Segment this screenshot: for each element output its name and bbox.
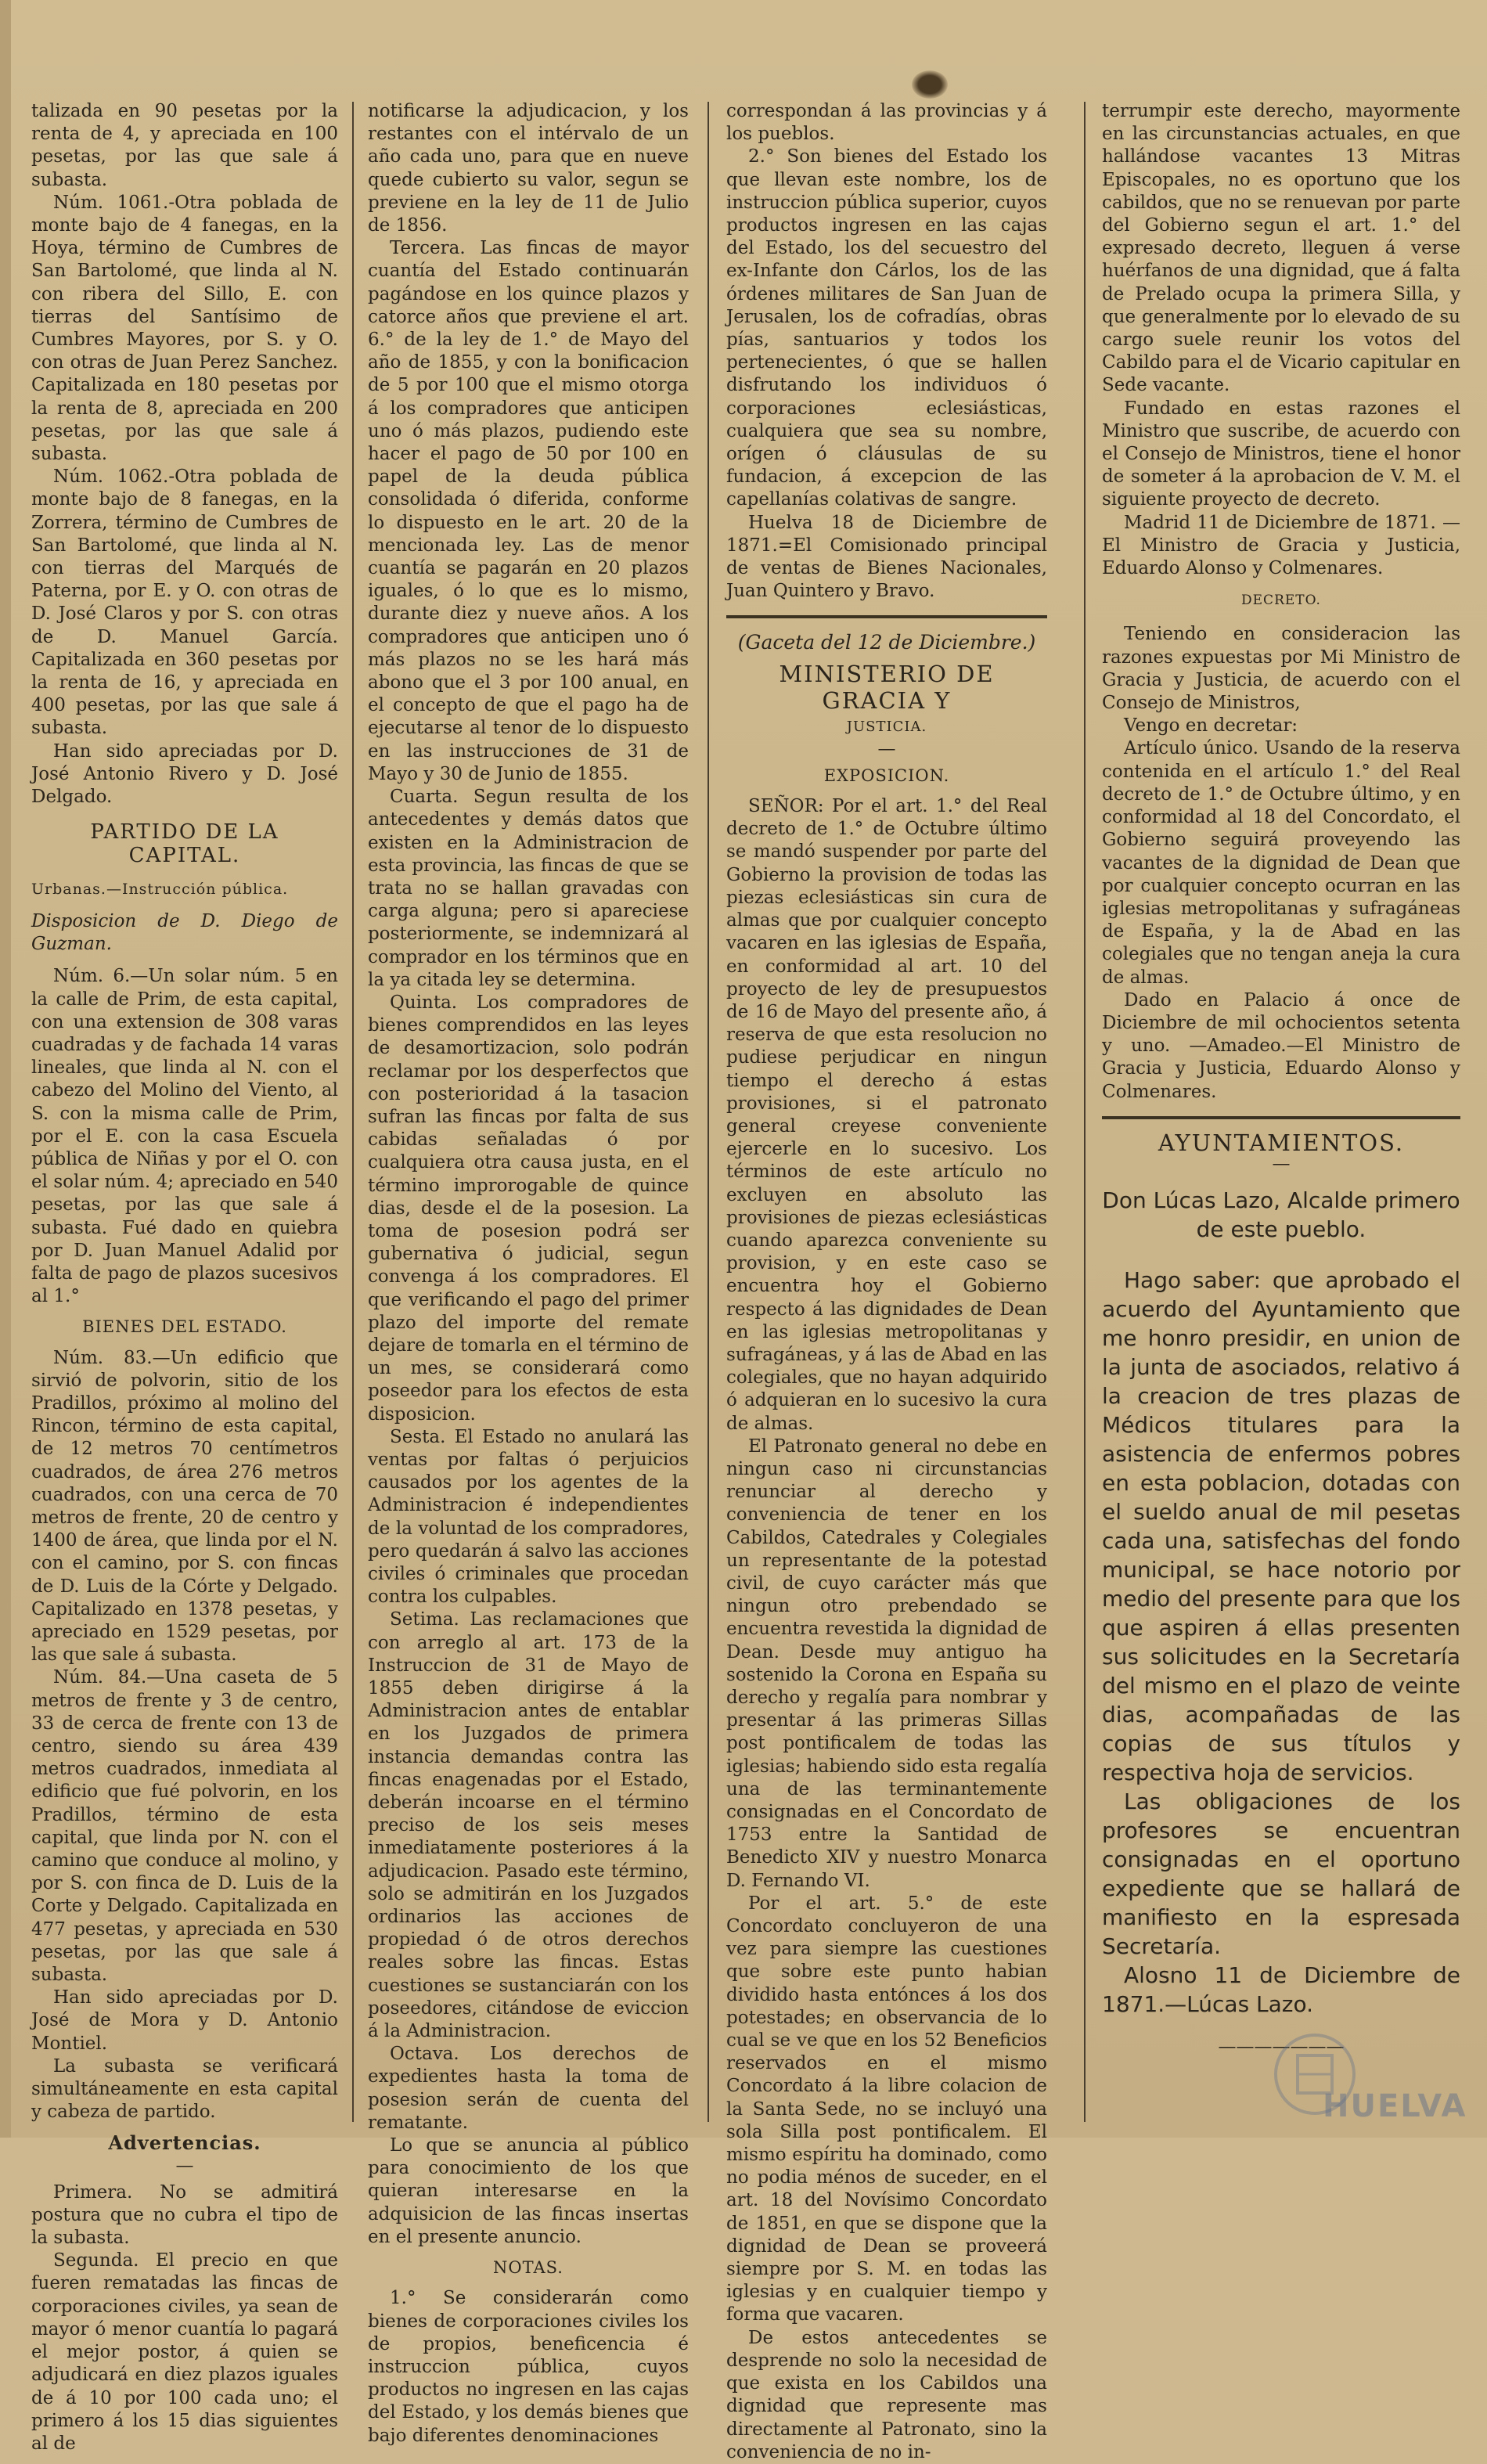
paragraph: Cuarta. Segun resulta de los antecedentes y demás datos que existen en la Administracion de esta provincia, las fincas de que se trata no se hallan gravadas con carga alguna; pero si apareciese posteriormente, se indemnizará al comprador en los términos que en la ya citada ley se determina. [368,787,689,990]
paragraph: Han sido apreciadas por D. José de Mora y D. Antonio Montiel. [31,1987,338,2054]
paragraph: Teniendo en consideracion las razones expuestas por Mi Ministro de Gracia y Justicia, de acuerdo con el Consejo de Ministros, [1102,624,1460,714]
paragraph: Núm. 1061.-Otra poblada de monte bajo de 4 fanegas, en la Hoya, término de Cumbres de San Bartolomé, que linda al N. con ribera del Sillo, E. con tierras del Santísimo de Cumbres Mayores, por S. y O. con otras de Juan Perez Sanchez. Capitalizada en 180 pesetas por la renta de 8, apreciada en 200 pesetas, por las que sale á subasta. [31,192,338,465]
paragraph: Núm. 1062.-Otra poblada de monte bajo de 8 fanegas, en la Zorrera, término de Cumbres de San Bartolomé, que linda al N. con tierras del Marqués de Paterna, por E. y O. con otras de D. José Claros y por S. con otras de D. Manuel García. Capitalizada en 360 pesetas por la renta de 16, y apreciada en 400 pesetas, por las que sale á subasta. [31,467,338,739]
paragraph: Tercera. Las fincas de mayor cuantía del Estado continuarán pagándose en los quince plazos y catorce años que previene el art. 6.° de la ley de 1.° de Mayo del año de 1855, y con la bonificacion de 5 por 100 que el mismo otorga á los compradores que anticipen uno ó más plazos, pudiendo este hacer el pago de 50 por 100 en papel de la deuda pública consolidada ó diferida, conforme lo dispuesto en le art. 20 de la mencionada ley. Las de menor cuantía se pagarán en 20 plazos iguales, ó lo que es lo mismo, durante diez y nueve años. A los compradores que anticipen uno ó más plazos no se les hará más abono que el 3 por 100 anual, en el concepto de que el pago ha de ejecutarse al tenor de lo dispuesto en las instrucciones de 31 de Mayo y 30 de Junio de 1855. [368,238,689,784]
paragraph: Quinta. Los compradores de bienes comprendidos en las leyes de desamortizacion, solo podrán reclamar por los desperfectos que con posterioridad á la tasacion sufran las fincas por falta de sus cabidas señaladas ó por cualquiera otra causa justa, en el término improrogable de quince dias, desde el de la posesion. La toma de posesion podrá ser gubernativa ó judicial, segun convenga á los compradores. El que verificando el pago del primer plazo del importe del remate dejare de tomarla en el término de un mes, se considerará como poseedor para los efectos de esta disposicion. [368,992,689,1425]
column-3 [726,100,1047,2462]
paragraph: Madrid 11 de Diciembre de 1871. —El Ministro de Gracia y Justicia, Eduardo Alonso y Colmenares. [1102,512,1460,579]
decreto-heading: DECRETO. [1241,593,1321,609]
paragraph: Primera. No se admitirá postura que no cubra el tipo de la subasta. [31,2181,338,2249]
ink-stain [912,70,948,99]
paragraph: Huelva 18 de Diciembre de 1871.=El Comisionado principal de ventas de Bienes Nacionales, Juan Quintero y Bravo. [726,512,1047,602]
paragraph: 2.° Son bienes del Estado los que llevan este nombre, los de instruccion pública superior, cuyos productos ingresen en las cajas del Estado, los del secuestro del ex-Infante don Cárlos, los de las órdenes militares de San Juan de Jerusalen, los de cofradías, obras pías, santuarios y todos los pertenecientes, ó que se hallen disfrutando los individuos ó corporaciones eclesiásticas, cualquiera que sea su nombre, orígen ó cláusulas de su fundacion, á excepcion de las capellanías colativas de sangre. [726,146,1047,510]
paragraph: Fundado en estas razones el Ministro que suscribe, de acuerdo con el Consejo de Ministros, tiene el honor de someter á la aprobacion de V. M. el siguiente proyecto de decreto. [1102,398,1460,510]
edict-signature: Alosno 11 de Diciembre de 1871.—Lúcas Lazo. [1102,1961,1460,2017]
subsection-title: Urbanas.—Instrucción pública. [31,880,289,898]
paragraph: Setima. Las reclamaciones que con arreglo al art. 173 de la Instruccion de 31 de Mayo de 1855 deben dirigirse á la Administracion antes de entablar en los Juzgados de primera instancia demandas contra las fincas enagenadas por el Estado, deberán incoarse en el término preciso de los seis meses inmediatamente posteriores á la adjudicacion. Pasado este término, solo se admitirán en los Juzgados ordinarios las acciones de propiedad ó de otros derechos reales sobre las fincas. Estas cuestiones se sustanciarán con los poseedores, citándose de eviccion á la Administracion. [368,1609,689,2042]
paragraph: correspondan á las provincias y á los pueblos. [726,101,1047,145]
paragraph: El Patronato general no debe en ningun caso ni circunstancias renunciar al derecho y conveniencia de tener en los Cabildos, Catedrales y Colegiales un representante de la potestad civil, de cuyo carácter más que ningun otro prebendado se encuentra revestida la dignidad de Dean. Desde muy antiguo ha sostenido la Corona en España su derecho y regalía para nombrar y presentar á las primeras Sillas post pontificalem de todas las iglesias; habiendo sido esta regalía una de las terminantemente consignadas en el Concordato de 1753 entre la Santidad de Benedicto XIV y nuestro Monarca D. Fernando VI. [726,1436,1047,1891]
gazette-reference: (Gaceta del 12 de Diciembre.) [737,631,1036,654]
paragraph: Artículo único. Usando de la reserva contenida en el artículo 1.° del Real decreto de 1.° de Octubre último, y en conformidad al 18 del Concordato, el Gobierno seguirá proveyendo las vacantes de la dignidad de Dean que por cualquier concepto ocurran en las iglesias metropolitanas y sufragáneas de España, y la de Abad en las colegiales que no tengan aneja la cura de almas. [1102,738,1460,988]
dash-divider: — [877,738,896,759]
edict-paragraph: Las obligaciones de los profesores se encuentran consignadas en el oportuno expediente que se hallará de manifiesto en la espresada Secretaría. [1102,1788,1460,1959]
archive-stamp-text: HUELVA [1323,2088,1467,2124]
page-edge [0,0,11,2138]
paragraph: SEÑOR: Por el art. 1.° del Real decreto de 1.° de Octubre último se mandó suspender por parte del Gobierno la provision de todas las piezas eclesiásticas sin cura de almas que por cualquier concepto vacaren en las iglesias de España, en conformidad al art. 10 del proyecto de ley de presupuestos de 16 de Mayo del presente año, á reserva de que esta resolucion no pudiese perjudicar en ningun tiempo el derecho á estas provisiones, si el patronato general creyese conveniente ejercerle en lo sucesivo. Los términos de este artículo no excluyen en absoluto las provisiones de piezas eclesiásticas cuando aparezca conveniente su provision, y en este caso se encuentra hoy el Gobierno respecto á las dignidades de Dean en las iglesias metropolitanas y sufragáneas, y á las de Abad en las colegiales, que no hayan adquirido ó adquieran en lo sucesivo la cura de almas. [726,796,1047,1434]
column-rule [352,102,354,2122]
edict-title: Don Lúcas Lazo, Alcalde primero de este pueblo. [1102,1187,1460,1242]
column-1 [31,100,338,2454]
paragraph: Octava. Los derechos de expedientes hasta la toma de posesion serán de cuenta del rematante. [368,2044,689,2133]
paragraph: La subasta se verificará simultáneamente en esta capital y cabeza de partido. [31,2055,338,2123]
horizontal-rule [1102,1116,1460,1119]
notas-heading: NOTAS. [493,2258,563,2278]
mayor-edict [1102,1186,1460,2019]
paragraph: Segunda. El precio en que fueren rematadas las fincas de corporaciones civiles, ya sean de mayor ó menor cuantía lo pagará el mejor postor, á quien se adjudicará en diez plazos iguales de á 10 por 100 cada uno; el primero á los 15 dias siguientes al de [31,2250,338,2454]
column-4 [1102,100,1460,2128]
exposicion-heading: EXPOSICION. [823,765,950,785]
advertencias-heading: Advertencias. [108,2131,261,2155]
section-title: PARTIDO DE LA CAPITAL. [90,820,279,867]
dash-divider: — [1272,1153,1291,1174]
dash-divider: — [175,2155,194,2176]
paragraph: Núm. 83.—Un edificio que sirvió de polvorin, sitio de los Pradillos, próximo al molino del Rincon, término de esta capital, de 12 metros 70 centímetros cuadrados, de área 276 metros cuadrados, con una cerca de 70 metros de frente, 20 de centro y 1400 de área, que linda por el N. con el camino, por S. con fincas de D. Luis de la Córte y Delgado. Capitalizado en 1378 pesetas, y apreciado en 1529 pesetas, por las que sale á subasta. [31,1347,338,1666]
edict-paragraph: Hago saber: que aprobado el acuerdo del Ayuntamiento que me honro presidir, en union de la junta de asociados, relativo á la creacion de tres plazas de Médicos titulares para la asistencia de enfermos pobres en esta poblacion, dotadas con el sueldo anual de mil pesetas cada una, satisfechas del fondo municipal, se hace notorio por medio del presente para que los que aspiren á ellas presenten sus solicitudes en la Secretaría del mismo en el plazo de veinte dias, acompañadas de las copias de sus títulos y respectiva hoja de servicios. [1102,1266,1460,1785]
paragraph: Núm. 84.—Una caseta de 5 metros de frente y 3 de centro, 33 de cerca de frente con 13 de centro, siendo su área 439 metros cuadrados, inmediata al edificio que fué polvorin, en los Pradillos, término de esta capital, que linda por N. con el camino que conduce al molino, y por S. con finca de D. Luis de la Corte y Delgado. Capitalizada en 477 pesetas, y apreciada en 530 pesetas, por las que sale á subasta. [31,1667,338,1986]
paragraph: Vengo en decretar: [1124,715,1298,737]
paragraph: 1.° Se considerarán como bienes de corporaciones civiles los de propios, beneficencia é instruccion pública, cuyos productos no ingresen en las cajas del Estado, y los demás bienes que bajo diferentes denominaciones [368,2288,689,2446]
paragraph: Núm. 6.—Un solar núm. 5 en la calle de Prim, de esta capital, con una extension de 308 varas cuadradas y de fachada 14 varas lineales, que linda al N. con el cabezo del Molino del Viento, al S. con la misma calle de Prim, por el E. con la casa Escuela pública de Niñas y por el O. con el solar núm. 4; apreciado en 540 pesetas, por las que sale á subasta. Fué dado en quiebra por D. Juan Manuel Adalid por falta de pago de plazos sucesivos al 1.° [31,966,338,1307]
column-2 [368,100,689,2446]
section-heading: BIENES DEL ESTADO. [82,1317,287,1337]
disposition-line: Disposicion de D. Diego de Guzman. [31,910,338,955]
paragraph: terrumpir este derecho, mayormente en las circunstancias actuales, en que hallándose vacantes 13 Mitras Episcopales, no es oportuno que los cabildos, que no se renuevan por parte del Gobierno segun el art. 1.° del expresado decreto, lleguen á verse huérfanos de una dignidad, que á falta de Prelado ocupa la primera Silla, y que generalmente por lo elevado de su cargo suele reunir los votos del Cabildo para el de Vicario capitular en Sede vacante. [1102,101,1460,396]
ayuntamientos-heading: AYUNTAMIENTOS. [1158,1129,1405,1156]
ornament-divider: ——————— [1218,2036,1345,2057]
paragraph: talizada en 90 pesetas por la renta de 4, y apreciada en 100 pesetas, por las que sale á subasta. [31,101,338,190]
paragraph: Sesta. El Estado no anulará las ventas por faltas ó perjuicios causados por los agentes de la Administracion é independientes de la voluntad de los compradores, pero quedarán á salvo las acciones civiles ó criminales que procedan contra los culpables. [368,1426,689,1608]
ministry-title: MINISTERIO DE GRACIA Y [779,660,995,714]
column-rule [1084,102,1086,2122]
horizontal-rule [726,615,1047,618]
paragraph: Dado en Palacio á once de Diciembre de mil ochocientos setenta y uno. —Amadeo.—El Ministro de Gracia y Justicia, Eduardo Alonso y Colmenares. [1102,989,1460,1102]
paragraph: Lo que se anuncia al público para conocimiento de los que quieran interesarse en la adquisicion de las fincas insertas en el presente anuncio. [368,2135,689,2247]
paragraph: Han sido apreciadas por D. José Antonio Rivero y D. José Delgado. [31,740,338,808]
ministry-subtitle: JUSTICIA. [846,718,927,735]
paragraph: De estos antecedentes se desprende no solo la necesidad de que exista en los Cabildos una dignidad que represente mas directamente al Patronato, sino la conveniencia de no in- [726,2327,1047,2462]
paragraph: Por el art. 5.° de este Concordato concluyeron de una vez para siempre las cuestiones que sobre este punto habian dividido hasta entónces á los dos potestades; en observancia de lo cual se ve que en los 52 Beneficios reservados en el mismo Concordato á la libre colacion de la Santa Sede, no se incluyó una sola Silla post pontificalem. El mismo espíritu ha dominado, como no podia ménos de suceder, en el art. 18 del Novísimo Concordato de 1851, en que se dispone que la dignidad de Dean se proveerá siempre por S. M. en todas las iglesias y en cualquier tiempo y forma que vacaren. [726,1893,1047,2325]
column-rule [707,102,709,2122]
paragraph: notificarse la adjudicacion, y los restantes con el intérvalo de un año cada uno, para que en nueve quede cubierto su valor, segun se previene en la ley de 11 de Julio de 1856. [368,101,689,236]
